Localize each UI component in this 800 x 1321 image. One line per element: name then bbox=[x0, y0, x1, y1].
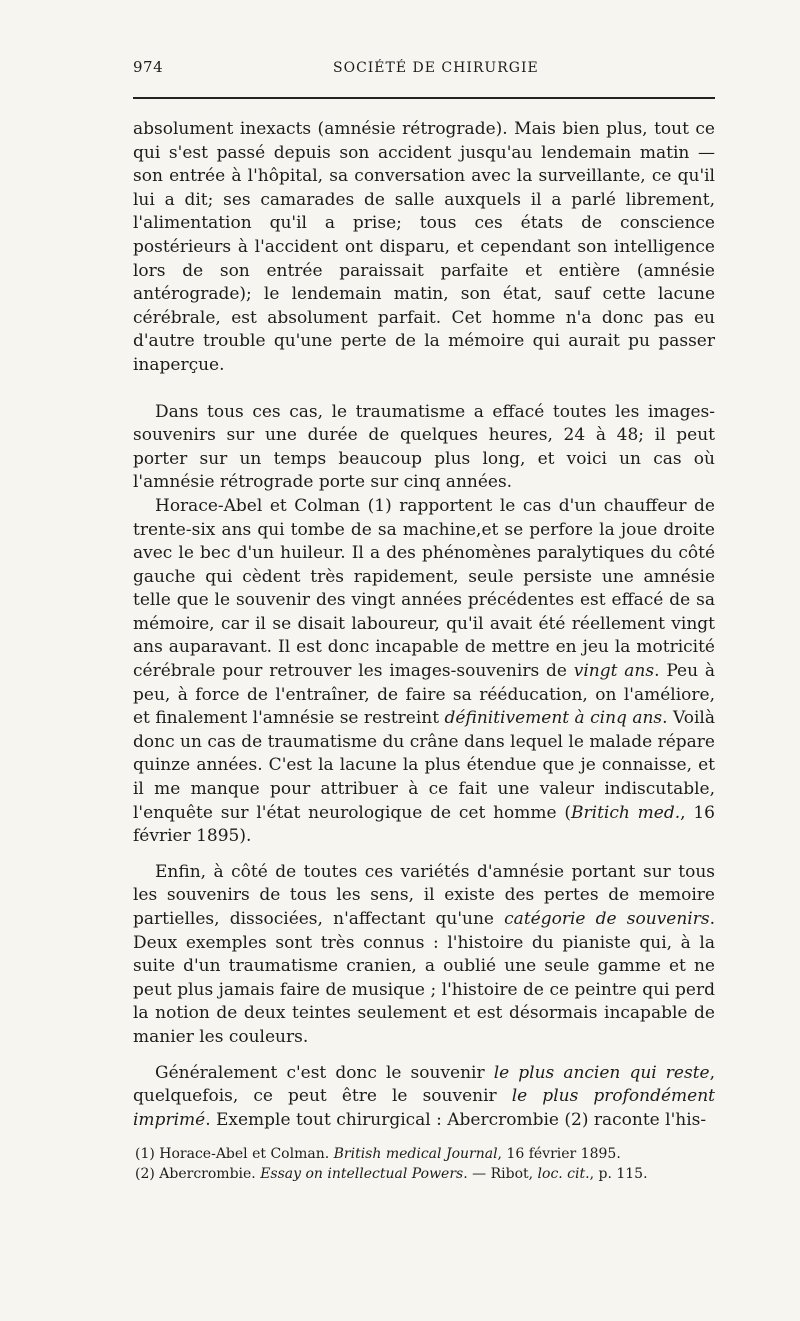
italic-text: Essay on intellectual Powers bbox=[260, 1166, 464, 1183]
footnotes bbox=[133, 1144, 715, 1184]
text-run: Enfin, à côté de toutes ces variétés d'amnésie portant sur tous les souvenirs de tous les sens, il existe des pertes de memoire partielles, dissociées, n'affectant qu'une bbox=[133, 861, 715, 929]
body-text bbox=[133, 118, 715, 1132]
header-rule bbox=[133, 97, 715, 99]
text-run: . — Ribot, bbox=[463, 1166, 538, 1183]
italic-text: vingt ans bbox=[573, 661, 655, 682]
text-run: (2) Abercrombie. bbox=[135, 1166, 261, 1183]
text-run: Horace-Abel et Colman (1) rapportent le cas d'un chauffeur de trente-six ans qui tombe de sa machine,et se perfore la joue droite avec le bec d'un huileur. Il a des phénomènes paralytiques du côté gauche qui cèdent très rapidement, seule persiste une amnésie telle que le souvenir des vingt années précédentes est effacé de sa mémoire, car il se disait laboureur, qu'il avait été réellement vingt ans auparavant. Il est donc incapable de mettre en jeu la motricité cérébrale pour retrouver les images-souvenirs de bbox=[133, 495, 715, 682]
text-run: Dans tous ces cas, le traumatisme a effacé toutes les images-souvenirs sur une durée de quelques heures, 24 à 48; il peut porter sur un temps beaucoup plus long, et voici un cas où l'amnésie rétrograde porte sur cinq années. bbox=[133, 401, 715, 493]
text-run: . Exemple tout chirurgical : Abercrombie (2) raconte l'his- bbox=[205, 1109, 707, 1130]
text-run: , quelquefois, ce peut être le souvenir bbox=[133, 1062, 715, 1107]
text-run: , 16 février 1895). bbox=[133, 802, 715, 847]
footnote bbox=[133, 1164, 715, 1184]
paragraph bbox=[133, 401, 715, 495]
italic-text: Britich med. bbox=[571, 802, 681, 823]
paragraph bbox=[133, 1062, 715, 1133]
italic-text: catégorie de souvenirs bbox=[504, 909, 710, 929]
text-run: . Voilà donc un cas de traumatisme du crâne dans lequel le malade répare quinze années. C'est la lacune la plus étendue que je connaisse, et il me manque pour attribuer à ce fait une valeur indiscutable, l'enquête sur l'état neurologique de cet homme ( bbox=[133, 708, 715, 823]
paragraph bbox=[133, 118, 715, 378]
text-run: absolument inexacts (amnésie rétrograde). Mais bien plus, tout ce qui s'est passé depuis son accident jusqu'au lendemain matin — son entrée à l'hôpital, sa conversation avec la surveillante, ce qu'il lui a dit; ses camarades de salle auxquels il a parlé librement, l'alimentation qu'il a prise; tous ces états de conscience postérieurs à l'accident ont disparu, et cependant son intelligence lors de son entrée paraissait parfaite et entière (amnésie antérograde); le lendemain matin, son état, sauf cette lacune cérébrale, est absolument parfait. Cet homme n'a donc pas eu d'autre trouble qu'une perte de la mémoire qui aurait pu passer inaperçue. bbox=[133, 119, 715, 375]
book-page bbox=[133, 58, 715, 1184]
text-run: . Peu à peu, à force de l'entraîner, de faire sa rééducation, on l'améliore, et finalement l'amnésie se restreint bbox=[133, 661, 715, 729]
footnote bbox=[133, 1144, 715, 1164]
text-run: . Deux exemples sont très connus : l'histoire du pianiste qui, à la suite d'un traumatisme cranien, a oublié une seule gamme et ne peut plus jamais faire de musique ; l'histoire de ce peintre qui perd la notion de deux teintes seulement et est désormais incapable de manier les couleurs. bbox=[133, 909, 715, 1047]
italic-text: définitivement à cinq ans bbox=[444, 708, 663, 729]
text-run: , p. 115. bbox=[589, 1166, 648, 1183]
paragraph bbox=[133, 861, 715, 1050]
text-run: Généralement c'est donc le souvenir bbox=[155, 1062, 494, 1083]
text-run: (1) Horace-Abel et Colman. bbox=[135, 1146, 334, 1163]
running-head bbox=[133, 58, 715, 86]
italic-text: loc. cit. bbox=[537, 1166, 590, 1183]
italic-text: le plus ancien qui reste bbox=[493, 1062, 710, 1083]
page-number: 974 bbox=[133, 58, 164, 76]
paragraph bbox=[133, 495, 715, 849]
text-run: , 16 février 1895. bbox=[497, 1146, 621, 1163]
running-title: SOCIÉTÉ DE CHIRURGIE bbox=[333, 60, 539, 76]
italic-text: British medical Journal bbox=[333, 1146, 498, 1163]
italic-text: le plus profondément imprimé bbox=[133, 1086, 715, 1130]
